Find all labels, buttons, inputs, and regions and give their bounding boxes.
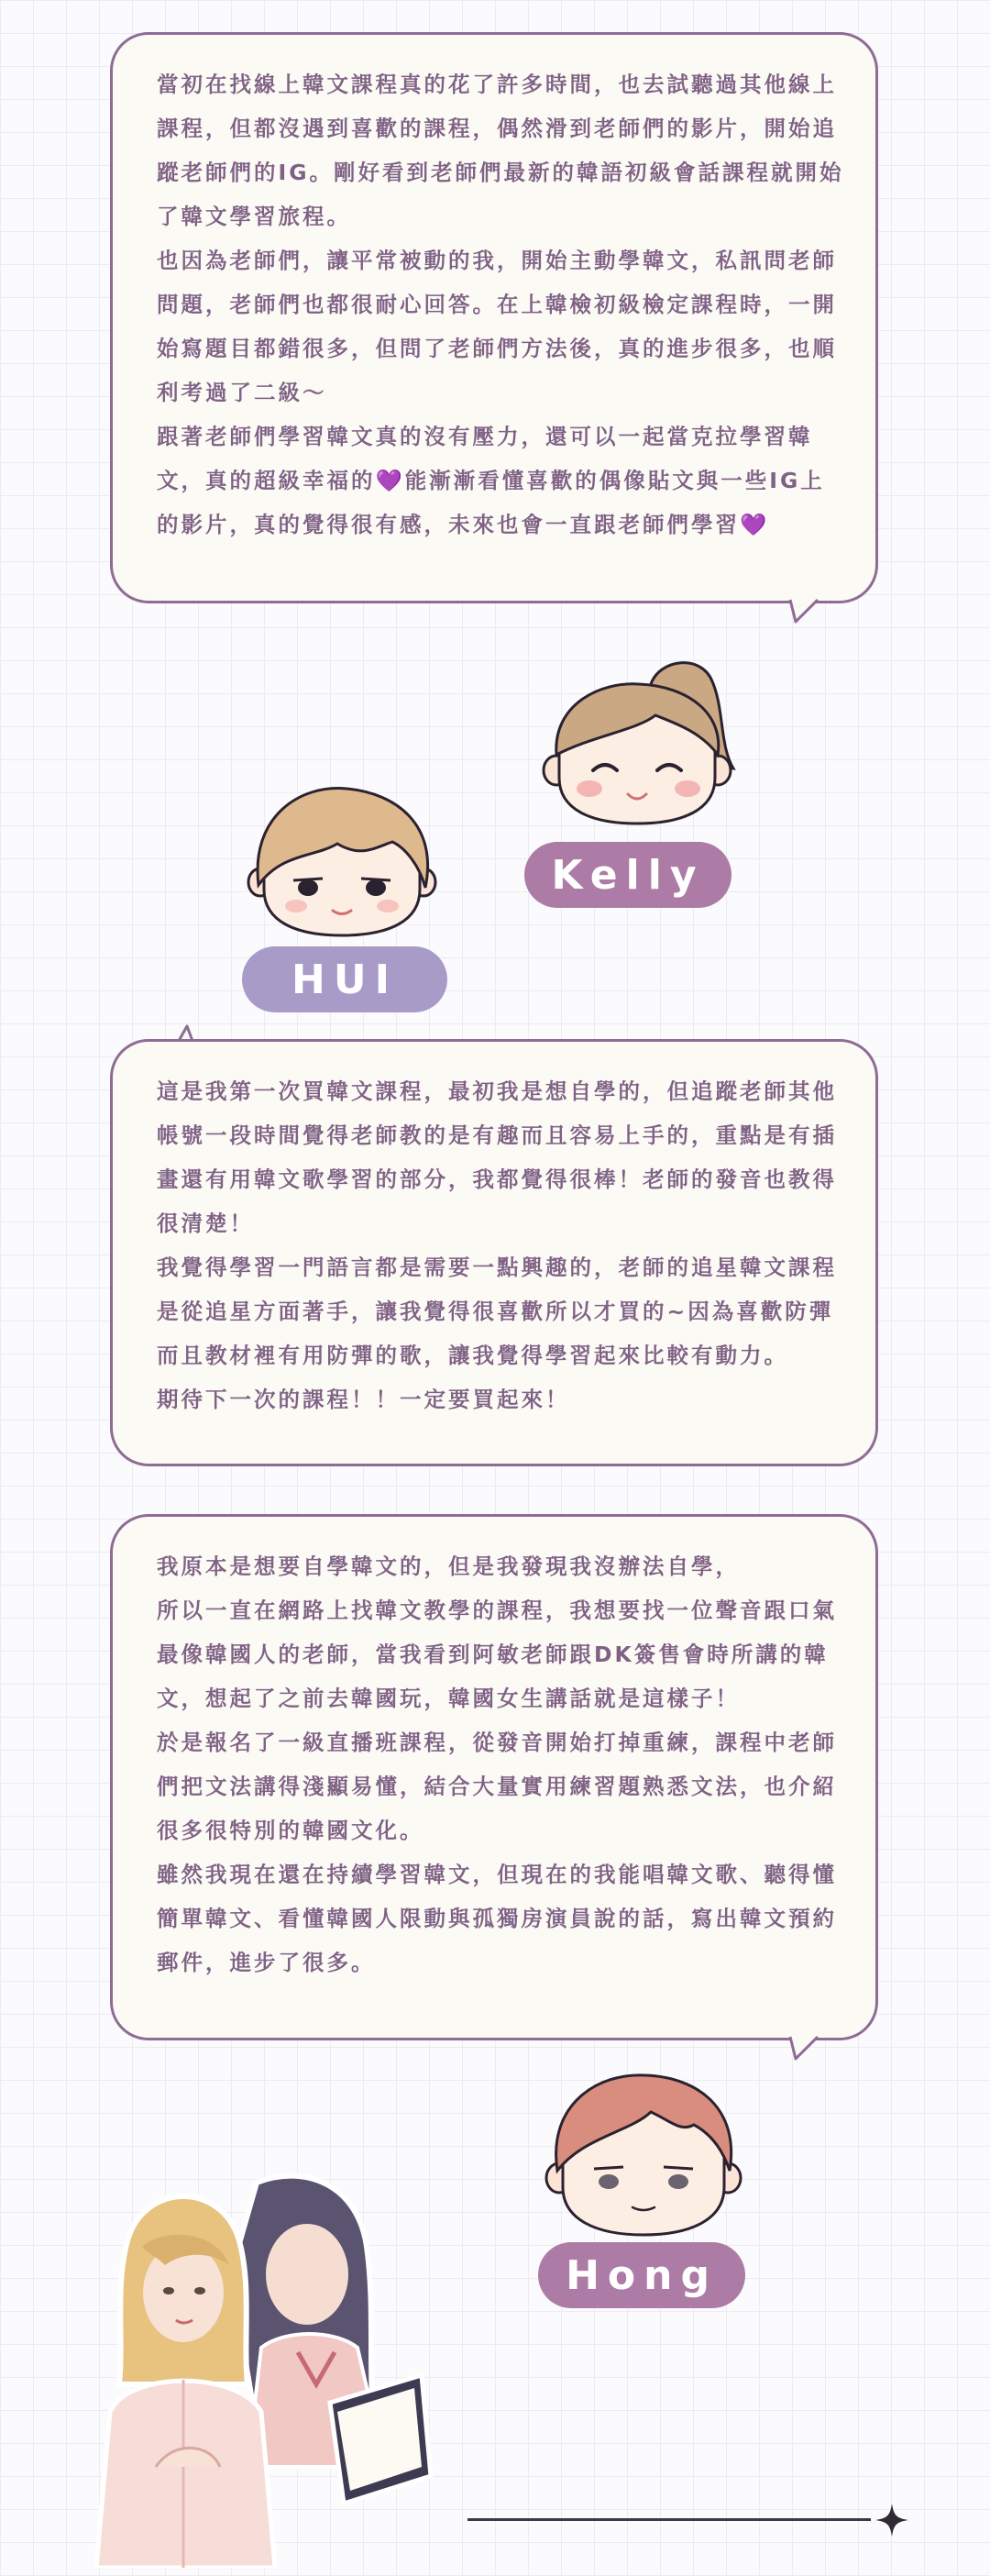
testimonial-text-hui: 這是我第一次買韓文課程，最初我是想自學的，但追蹤老師其他帳號一段時間覺得老師教的是有趣而且容易上手的，重點是有插畫還有用韓文歌學習的部分，我都覺得很棒！老師的發音也教得很清楚！ 我覺得學習一門語言都是需要一點興趣的，老師的追星韓文課程是從追星方面著手，讓我覺得很喜歡所以才買的~因為喜歡防彈而且教材裡有用防彈的歌，讓我覺得學習起來比較有動力。 期待下一次的課程！！一定要買起來！ [157, 1078, 837, 1412]
kelly-avatar [536, 658, 747, 836]
kelly-name-badge: Kelly [524, 842, 732, 908]
hong-avatar [543, 2068, 744, 2246]
bubble-tail-kelly [786, 598, 823, 635]
bubble-tail-hong [786, 2035, 823, 2072]
testimonial-text-hong: 我原本是想要自學韓文的，但是我發現我沒辦法自學， 所以一直在網路上找韓文教學的課程，我想要找一位聲音跟口氣最像韓國人的老師，當我看到阿敏老師跟DK簽售會時所講的韓文，想起了之前去韓國玩，韓國女生講話就是這樣子！ 於是報名了一級直播班課程，從發音開始打掉重練，課程中老師們把文法講得淺顯易懂，結合大量實用練習題熟悉文法，也介紹很多很特別的韓國文化。 雖然我現在還在持續學習韓文，但現在的我能唱韓文歌、聽得懂簡單韓文、看懂韓國人限動與孤獨房演員說的話，寫出韓文預約郵件，進步了很多。 [157, 1553, 837, 1975]
footer-divider [468, 2518, 871, 2521]
hui-avatar [246, 779, 438, 944]
testimonial-bubble-hong [110, 1514, 878, 2040]
teachers-illustration [92, 2164, 458, 2571]
testimonial-text-kelly: 當初在找線上韓文課程真的花了許多時間，也去試聽過其他線上課程，但都沒遇到喜歡的課程，偶然滑到老師們的影片，開始追蹤老師們的IG。剛好看到老師們最新的韓語初級會話課程就開始了韓文學習旅程。 也因為老師們，讓平常被動的我，開始主動學韓文，私訊問老師問題，老師們也都很耐心回答。在上韓檢初級檢定課程時，一開始寫題目都錯很多，但問了老師們方法後，真的進步很多，也順利考過了二級～ 跟著老師們學習韓文真的沒有壓力，還可以一起當克拉學習韓文，真的超級幸福的💜能漸漸看懂喜歡的偶像貼文與一些IG上的影片，真的覺得很有感，未來也會一直跟老師們學習💜 [157, 72, 844, 537]
testimonial-bubble-hui [110, 1039, 878, 1466]
hui-name-badge: HUI [242, 946, 447, 1012]
hong-name-badge: Hong [538, 2242, 745, 2308]
testimonial-bubble-kelly [110, 32, 878, 603]
sparkle-icon [874, 2502, 910, 2538]
